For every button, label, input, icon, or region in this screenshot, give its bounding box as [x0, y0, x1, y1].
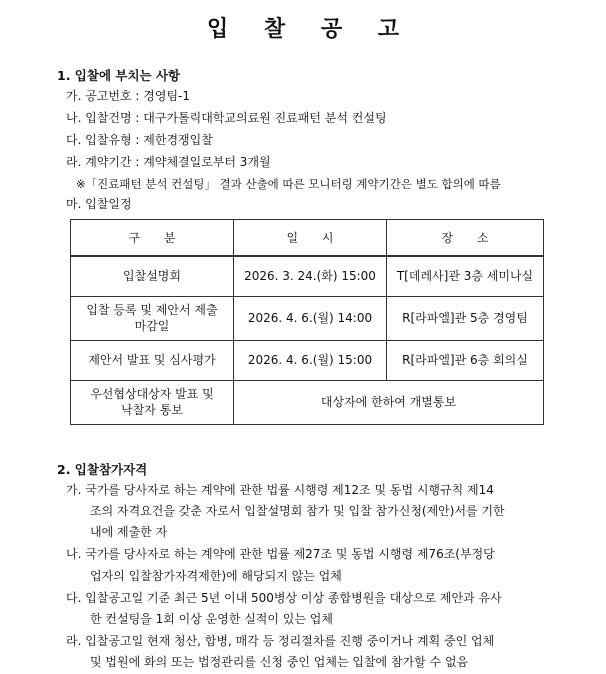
- table-header-row: [71, 220, 544, 257]
- section2-item-b-line2: 업자의 입찰참가자격제한)에 해당되지 않는 업체: [90, 569, 342, 583]
- section2-item-a-line3: 내에 제출한 자: [90, 525, 168, 539]
- row-place: R[라파엘]관 6층 회의실: [387, 340, 544, 380]
- header-datetime: 일 시: [234, 220, 387, 257]
- section1-item-contract-period: 라. 계약기간 : 계약체결일로부터 3개월: [66, 155, 271, 169]
- row-category-line2: 낙찰자 통보: [121, 403, 183, 417]
- section1-note: ※「진료패턴 분석 컨설팅」 결과 산출에 따른 모니터링 계약기간은 별도 합의에 따름: [76, 177, 501, 191]
- row-category: [71, 380, 234, 424]
- table-row: [71, 340, 544, 380]
- row-datetime: 2026. 3. 24.(화) 15:00: [234, 256, 387, 296]
- section1-item-notice-number: 가. 공고번호 : 경영팀-1: [66, 89, 191, 103]
- bid-schedule-table: [70, 219, 544, 425]
- section1-heading: 1. 입찰에 부치는 사항: [57, 68, 181, 83]
- row-category-line2: 마감일: [134, 319, 170, 333]
- row-merged-note: 대상자에 한하여 개별통보: [234, 380, 544, 424]
- row-place: T[데레사]관 3층 세미나실: [387, 256, 544, 296]
- row-category-line1: 우선협상대상자 발표 및: [90, 387, 214, 401]
- section1-schedule-label: 마. 입찰일정: [66, 197, 132, 211]
- row-category: 입찰설명회: [71, 256, 234, 296]
- row-place: R[라파엘]관 5층 경영팀: [387, 296, 544, 340]
- section1-item-bid-title: 나. 입찰건명 : 대구가톨릭대학교의료원 진료패턴 분석 컨설팅: [66, 111, 387, 125]
- page-title: 입 찰 공 고: [207, 17, 413, 42]
- row-datetime: 2026. 4. 6.(월) 14:00: [234, 296, 387, 340]
- section2-item-b-line1: 나. 국가를 당사자로 하는 계약에 관한 법률 제27조 및 동법 시행령 제76조(부정당: [66, 547, 495, 561]
- table-row: [71, 380, 544, 424]
- row-category: [71, 296, 234, 340]
- header-place: 장 소: [387, 220, 544, 257]
- section2-item-c-line1: 다. 입찰공고일 기준 최근 5년 이내 500병상 이상 종합병원을 대상으로 제안과 유사: [66, 591, 502, 605]
- row-category-line1: 입찰 등록 및 제안서 제출: [86, 303, 218, 317]
- row-datetime: 2026. 4. 6.(월) 15:00: [234, 340, 387, 380]
- section2-heading: 2. 입찰참가자격: [57, 462, 148, 477]
- table-row: [71, 296, 544, 340]
- section2-item-c-line2: 한 컨설팅을 1회 이상 운영한 실적이 있는 업체: [90, 612, 333, 626]
- header-category: 구 분: [71, 220, 234, 257]
- section1-item-bid-type: 다. 입찰유형 : 제한경쟁입찰: [66, 133, 213, 147]
- row-category: 제안서 발표 및 심사평가: [71, 340, 234, 380]
- section2-item-a-line1: 가. 국가를 당사자로 하는 계약에 관한 법률 시행령 제12조 및 동법 시행규칙 제14: [66, 483, 494, 497]
- section2-item-a-line2: 조의 자격요건을 갖춘 자로서 입찰설명회 참가 및 입찰 참가신청(제안)서를 기한: [90, 504, 505, 518]
- section2-item-d-line2: 및 법원에 화의 또는 법정관리를 신청 중인 업체는 입찰에 참가할 수 없음: [90, 655, 469, 669]
- section2-item-d-line1: 라. 입찰공고일 현재 청산, 합병, 매각 등 정리절차를 진행 중이거나 계획 중인 업체: [66, 634, 495, 648]
- table-row: [71, 256, 544, 296]
